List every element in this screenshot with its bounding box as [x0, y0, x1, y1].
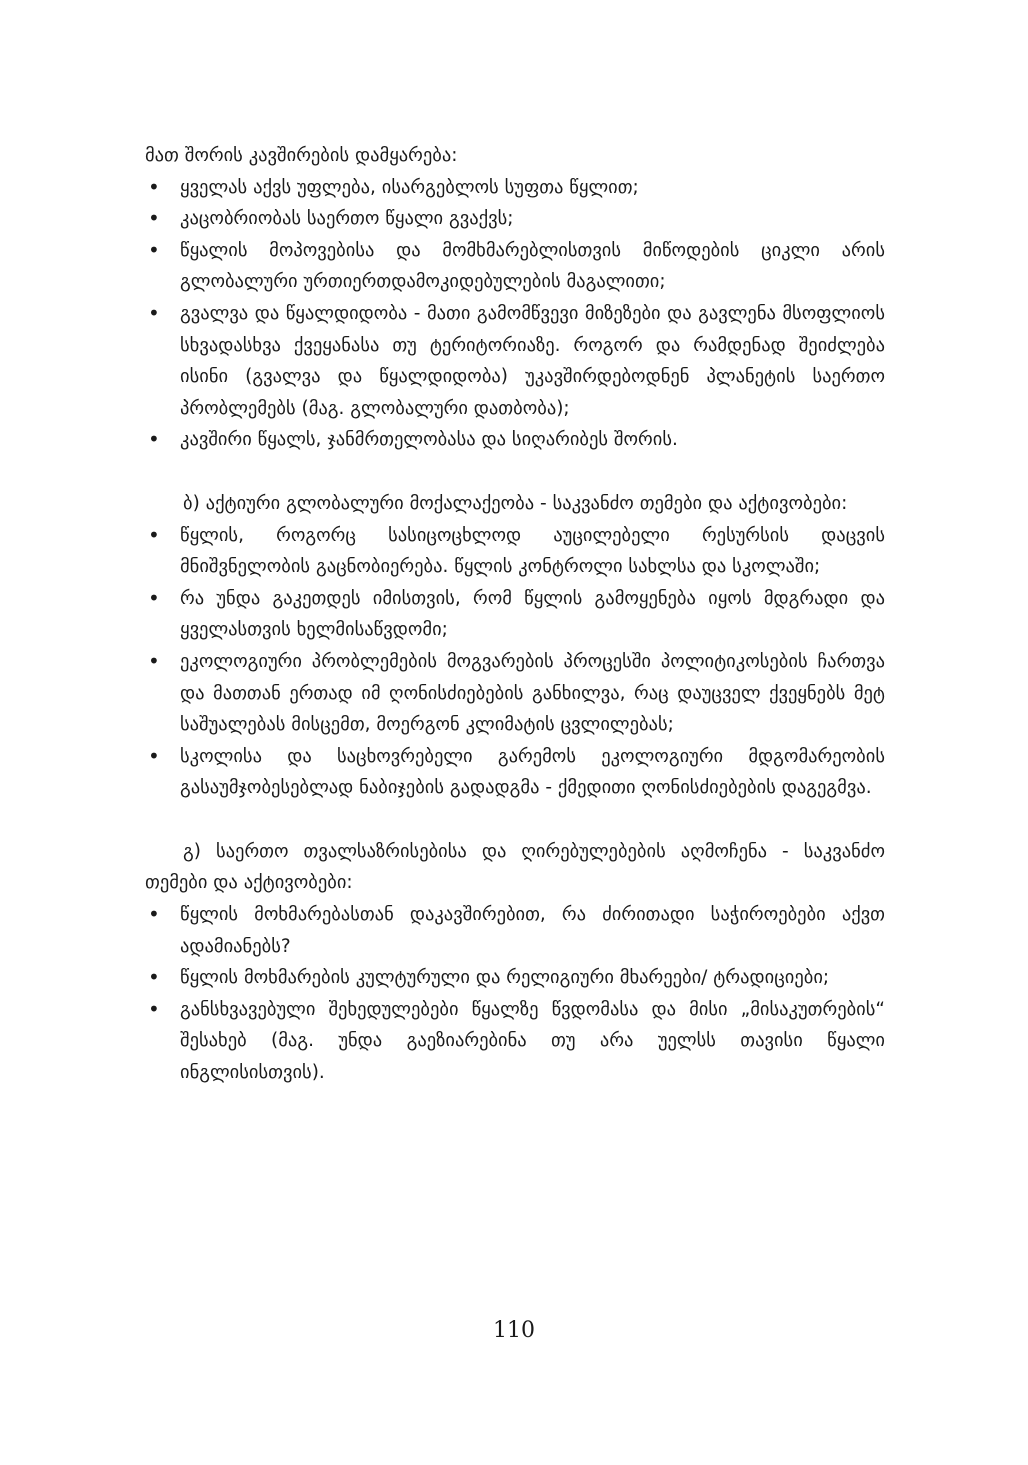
- section-b-heading: ბ) აქტიური გლობალური მოქალაქეობა - საკვანძო თემები და აქტივობები:: [183, 492, 848, 514]
- list-item: • ყველას აქვს უფლება, ისარგებლოს სუფთა წყლით;: [145, 172, 885, 204]
- list-item: • კაცობრიობას საერთო წყალი გვაქვს;: [145, 203, 885, 235]
- section-g-list: [145, 899, 885, 1089]
- list-item: • წყლის მოხმარებასთან დაკავშირებით, რა ძირითადი საჭიროებები აქვთ ადამიანებს?: [145, 899, 885, 962]
- list-item: • კავშირი წყალს, ჯანმრთელობასა და სიღარიბეს შორის.: [145, 424, 885, 456]
- list-item: • წყლის, როგორც სასიცოცხლოდ აუცილებელი რესურსის დაცვის მნიშვნელობის გაცნობიერება. წყლის კონტროლი სახლსა და სკოლაში;: [145, 520, 885, 583]
- list-item: • სკოლისა და საცხოვრებელი გარემოს ეკოლოგიური მდგომარეობის გასაუმჯობესებლად ნაბიჯების გადადგმა - ქმედითი ღონისძიებების დაგეგმვა.: [145, 741, 885, 804]
- list-item: • გვალვა და წყალდიდობა - მათი გამომწვევი მიზეზები და გავლენა მსოფლიოს სხვადასხვა ქვეყანასა თუ ტერიტორიაზე. როგორ და რამდენად შეიძლება ისინი (გვალვა და წყალდიდობა) უკავშირდებოდნენ პლანეტის საერთო პრობლემებს (მაგ. გლობალური დათბობა);: [145, 298, 885, 424]
- page-number: 110: [493, 1318, 535, 1343]
- list-item: • განსხვავებული შეხედულებები წყალზე წვდომასა და მისი „მისაკუთრების“ შესახებ (მაგ. უნდა გაეზიარებინა თუ არა უელსს თავისი წყალი ინგლისისთვის).: [145, 994, 885, 1089]
- list-item: • ეკოლოგიური პრობლემების მოგვარების პროცესში პოლიტიკოსების ჩართვა და მათთან ერთად იმ ღონისძიებების განხილვა, რაც დაუცველ ქვეყნებს მეტ საშუალებას მისცემთ, მოერგონ კლიმატის ცვლილებას;: [145, 646, 885, 741]
- intro-list: [145, 172, 885, 456]
- document-body: [145, 140, 885, 1089]
- section-g-heading: გ) საერთო თვალსაზრისებისა და ღირებულებების აღმოჩენა - საკვანძო თემები და აქტივობები:: [145, 840, 885, 894]
- section-b-list: [145, 520, 885, 804]
- list-item: • რა უნდა გაკეთდეს იმისთვის, რომ წყლის გამოყენება იყოს მდგრადი და ყველასთვის ხელმისაწვდომი;: [145, 583, 885, 646]
- list-item: • წყლის მოხმარების კულტურული და რელიგიური მხარეები/ ტრადიციები;: [145, 962, 885, 994]
- list-item: • წყალის მოპოვებისა და მომხმარებლისთვის მიწოდების ციკლი არის გლობალური ურთიერთდამოკიდებულების მაგალითი;: [145, 235, 885, 298]
- intro-heading: მათ შორის კავშირების დამყარება:: [145, 145, 458, 166]
